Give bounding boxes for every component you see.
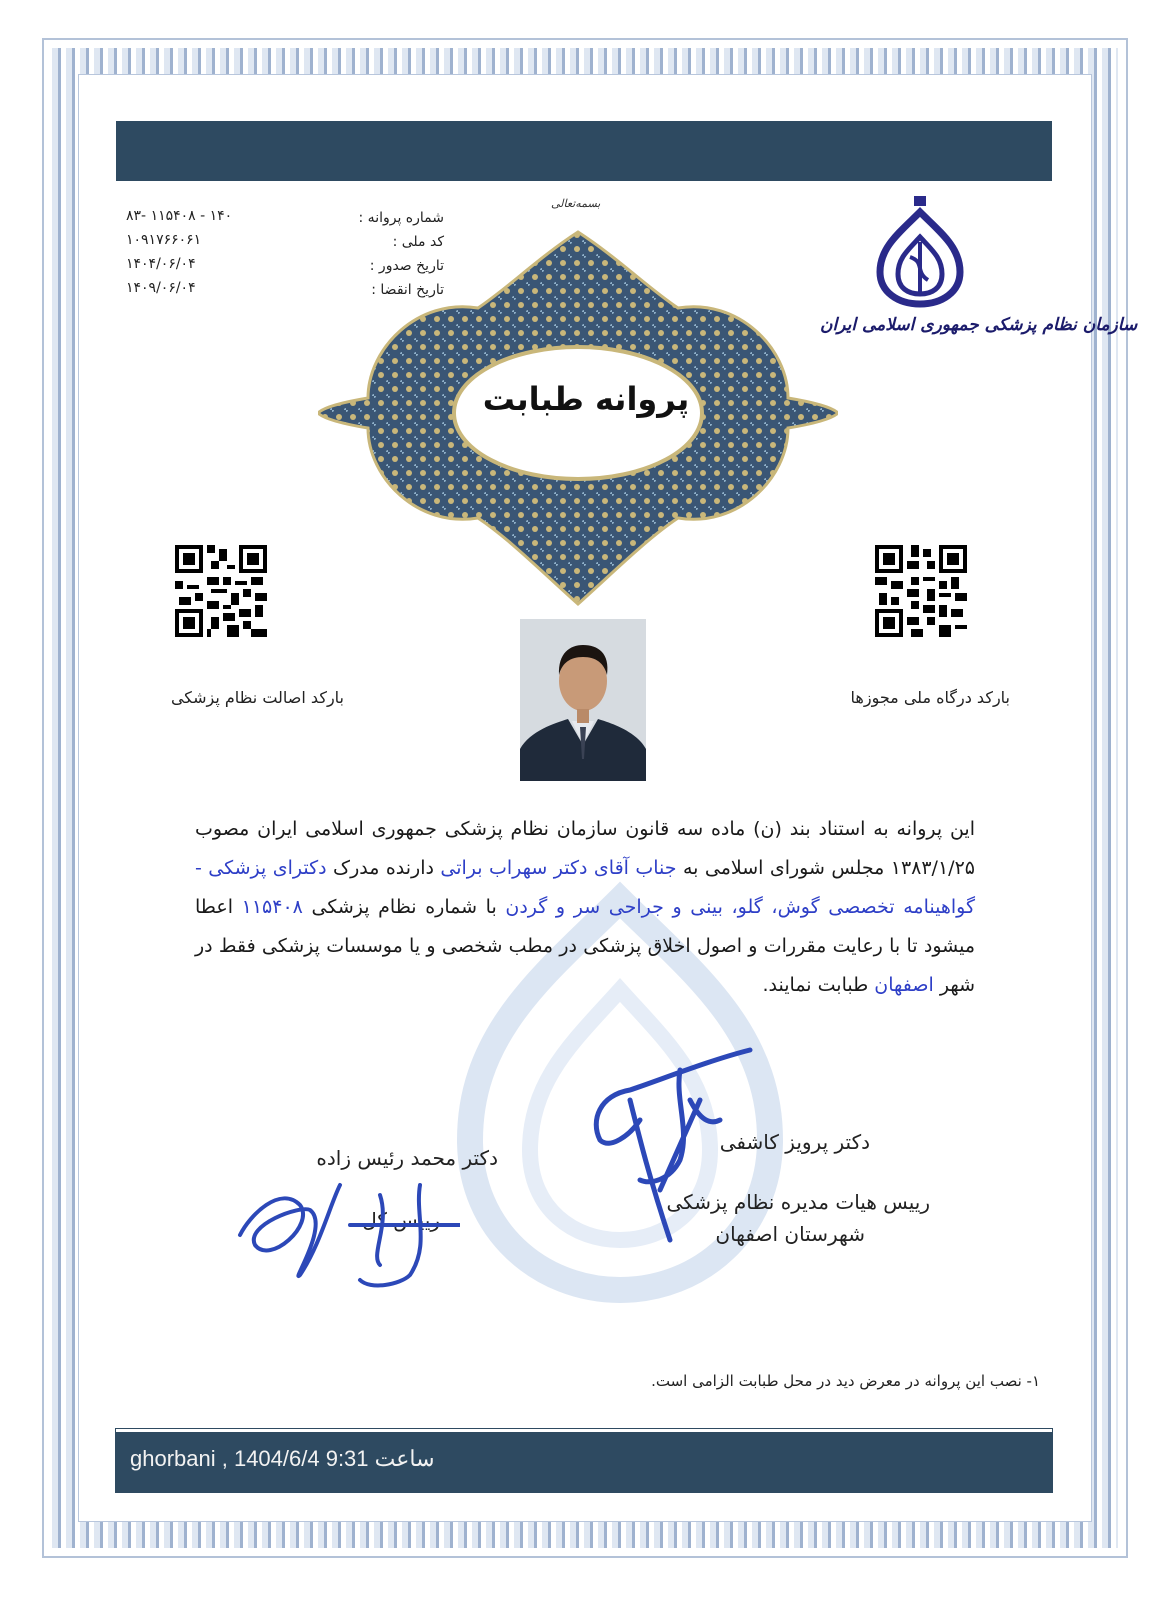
issue-date-value: ۱۴۰۴/۰۶/۰۴ <box>126 256 196 272</box>
right-barcode-caption: بارکد درگاه ملی مجوزها <box>850 688 1010 707</box>
license-number-value: ۱۴۰ - ۱۱۵۴۰۸ -۸۳ <box>126 208 233 224</box>
statement-part-1: این پروانه به استناد بند (ن) ماده سه قانون سازمان نظام پزشکی جمهوری اسلامی ایران مصوب ۱۳۸۳/۱/۲۵ مجلس شورای اسلامی به <box>195 818 975 879</box>
holder-name: جناب آقای دکتر سهراب براتی <box>440 857 677 879</box>
statement-part-2: دارنده مدرک <box>326 857 441 879</box>
right-signature <box>590 1040 760 1260</box>
left-qr-code <box>175 545 267 637</box>
council-number: ۱۱۵۴۰۸ <box>241 896 303 918</box>
display-requirement-note: ۱- نصب این پروانه در معرض دید در محل طبابت الزامی است. <box>651 1372 1040 1390</box>
invocation-text: بسمه‌تعالی <box>551 197 601 210</box>
left-signature <box>230 1165 460 1295</box>
ornamental-medallion <box>318 228 838 608</box>
license-statement <box>195 810 975 1005</box>
print-info: ghorbani , 1404/6/4 9:31 ساعت <box>130 1446 435 1471</box>
right-qr-code <box>875 545 967 637</box>
left-barcode-caption: بارکد اصالت نظام پزشکی <box>170 688 344 707</box>
statement-part-4: اعطا میشود تا با رعایت مقررات و اصول اخلاق پزشکی در مطب شخصی و یا موسسات پزشکی فقط در شهر <box>195 896 975 996</box>
expiry-date-value: ۱۴۰۹/۰۶/۰۴ <box>126 280 196 296</box>
expiry-date-label: تاریخ انقضا : <box>371 282 444 298</box>
medical-council-logo <box>870 192 970 312</box>
holder-photo <box>520 619 646 781</box>
statement-part-3: با شماره نظام پزشکی <box>302 896 506 918</box>
certificate-title: پروانه طبابت <box>482 380 690 418</box>
degree-text: دکترای پزشکی - گواهینامه تخصصی گوش، گلو، بینی و جراحی سر و گردن <box>195 857 975 918</box>
license-number-label: شماره پروانه : <box>358 210 444 226</box>
left-signer-name: دکتر محمد رئیس زاده <box>316 1146 498 1170</box>
header-bar <box>116 121 1052 181</box>
left-signer-title: رییس کل <box>362 1208 440 1232</box>
city-name: اصفهان <box>874 974 934 996</box>
issue-date-label: تاریخ صدور : <box>369 258 444 274</box>
right-signer-title-1: رییس هیات مدیره نظام پزشکی <box>666 1190 930 1214</box>
national-id-label: کد ملی : <box>392 234 444 250</box>
right-signer-title-2: شهرستان اصفهان <box>715 1222 865 1246</box>
right-signer-name: دکتر پرویز کاشفی <box>719 1130 870 1154</box>
organization-name: سازمان نظام پزشکی جمهوری اسلامی ایران <box>820 315 1138 335</box>
national-id-value: ۱۰۹۱۷۶۶۰۶۱ <box>126 232 202 248</box>
statement-part-5: طبابت نمایند. <box>762 974 875 996</box>
